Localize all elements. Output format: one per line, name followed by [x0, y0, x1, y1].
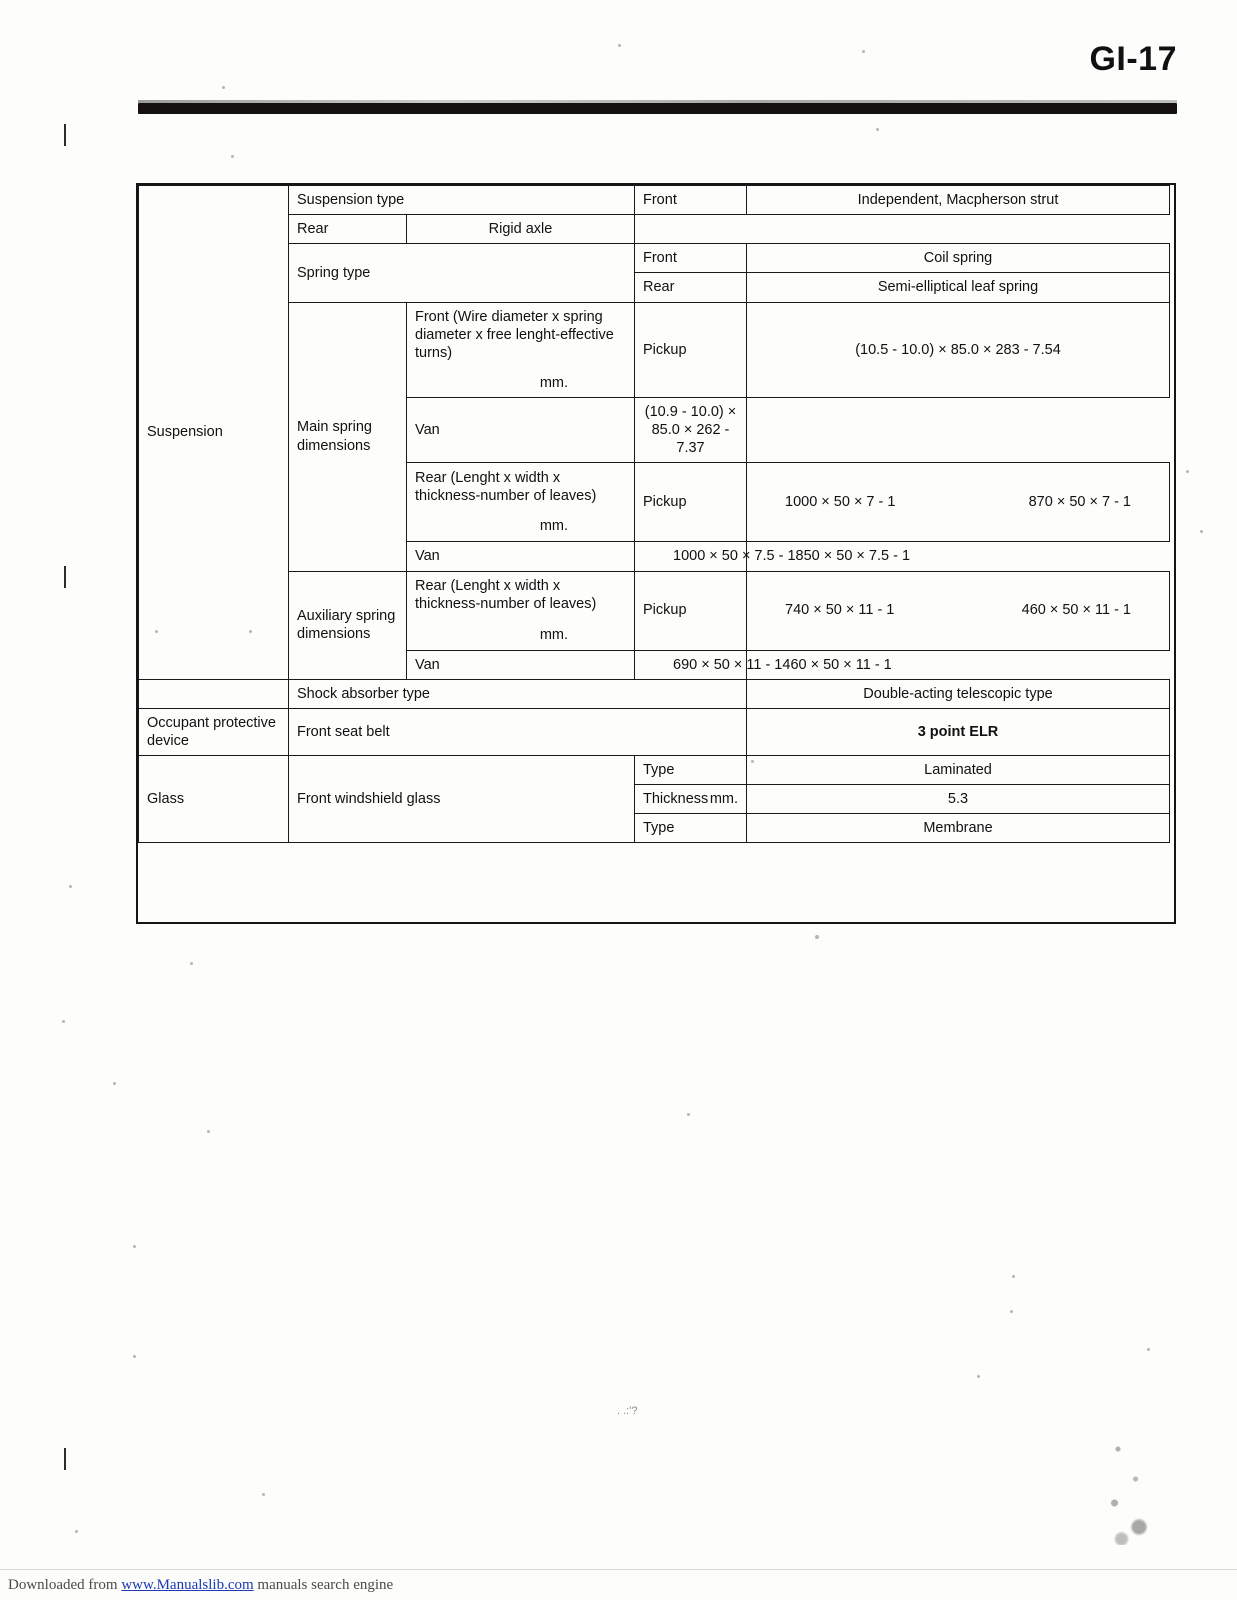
subject-cell: Front seat belt [289, 708, 747, 755]
variant-cell: Front [635, 186, 747, 215]
value-pickup-left: 1000 × 50 × 7 - 1 [785, 494, 896, 511]
value-cell: Independent, Macpherson strut [747, 186, 1170, 215]
manualslib-link[interactable]: www.Manualslib.com [121, 1577, 254, 1593]
group-cell: Auxiliary spring dimensions [289, 571, 407, 679]
variant-cell: Pickup [635, 463, 747, 542]
table-row [139, 708, 1170, 755]
variant-cell: Front [635, 244, 747, 273]
subject-text: Rear (Lenght x width x thickness-number of leaves) [415, 470, 597, 505]
unit-text: mm. [539, 518, 568, 535]
unit-text: mm. [539, 374, 568, 391]
table-row [139, 571, 1170, 650]
footer-suffix: manuals search engine [253, 1577, 394, 1593]
subject-cell: Spring type [289, 244, 635, 302]
variant-cell: Type [635, 756, 747, 785]
value-pickup-right: 460 × 50 × 11 - 1 [1021, 602, 1131, 619]
value-cell: 5.3 [747, 785, 1170, 814]
variant-cell: Van [407, 650, 635, 679]
scan-speck [190, 962, 193, 965]
value-cell: Laminated [747, 756, 1170, 785]
scan-speck [113, 1082, 116, 1085]
table-row [139, 302, 1170, 398]
value-cell [635, 542, 911, 571]
value-cell: Semi-elliptical leaf spring [747, 273, 1170, 302]
scan-speck [62, 1020, 65, 1023]
scan-speck [207, 1130, 210, 1133]
value-cell [747, 571, 1170, 650]
value-cell: (10.9 - 10.0) × 85.0 × 262 - 7.37 [635, 398, 747, 463]
scan-speck [876, 128, 879, 131]
unit-text: mm. [709, 791, 738, 808]
value-pickup-right: 870 × 50 × 7 - 1 [1028, 494, 1131, 511]
unit-text: mm. [539, 626, 568, 643]
subject-cell: Shock absorber type [289, 679, 747, 708]
category-cell: Glass [139, 756, 289, 843]
subject-cell: Front windshield glass [289, 756, 635, 843]
scan-smudge [1097, 1425, 1167, 1545]
page-number: GI-17 [1089, 40, 1177, 78]
value-van-left: 690 × 50 × 11 - 1 [673, 656, 783, 673]
value-pickup-left: 740 × 50 × 11 - 1 [785, 602, 895, 619]
variant-cell: Type [635, 814, 747, 843]
category-cell: Suspension [139, 186, 289, 680]
scan-speck [222, 86, 225, 89]
margin-tick [64, 1448, 66, 1470]
value-cell: Membrane [747, 814, 1170, 843]
subject-text: Front (Wire diameter x spring diameter x free lenght-effective turns) [415, 308, 614, 361]
scan-speck [977, 1375, 980, 1378]
footer-divider [0, 1569, 1237, 1570]
scan-artifact: . .:'? [617, 1405, 638, 1417]
value-cell: Double-acting telescopic type [747, 679, 1170, 708]
table-row [139, 244, 1170, 273]
scan-speck [262, 1493, 265, 1496]
subject-cell [407, 571, 635, 650]
footer-prefix: Downloaded from [8, 1577, 122, 1593]
variant-cell: Van [407, 398, 635, 463]
value-van-right: 850 × 50 × 7.5 - 1 [795, 548, 911, 565]
scan-speck [75, 1530, 78, 1533]
specifications-table [138, 185, 1170, 843]
scan-speck [618, 44, 621, 47]
subject-cell [407, 463, 635, 542]
value-cell: Coil spring [747, 244, 1170, 273]
category-cell: Occupant protective device [139, 708, 289, 755]
variant-cell: Rear [635, 273, 747, 302]
scan-speck [69, 885, 72, 888]
subject-cell: Suspension type [289, 186, 635, 215]
variant-cell: Pickup [635, 302, 747, 398]
variant-cell: Pickup [635, 571, 747, 650]
footer-credit [8, 1577, 393, 1594]
variant-text: Thickness [643, 791, 709, 808]
table-row [139, 679, 1170, 708]
scan-speck [862, 50, 865, 53]
value-van-right: 460 × 50 × 11 - 1 [782, 656, 892, 673]
scan-speck [687, 1113, 690, 1116]
margin-tick [64, 566, 66, 588]
table-row [139, 215, 1170, 244]
scan-speck [231, 155, 234, 158]
scan-speck [133, 1355, 136, 1358]
subject-text: Rear (Lenght x width x thickness-number of leaves) [415, 578, 597, 613]
group-cell: Main spring dimensions [289, 302, 407, 571]
variant-cell: Van [407, 542, 635, 571]
value-cell: 3 point ELR [747, 708, 1170, 755]
table-row [139, 186, 1170, 215]
value-cell: Rigid axle [407, 215, 635, 244]
header-rule [138, 103, 1177, 114]
variant-cell: Rear [289, 215, 407, 244]
table-row [139, 756, 1170, 785]
scan-speck [1012, 1275, 1015, 1278]
value-cell: (10.5 - 10.0) × 85.0 × 283 - 7.54 [747, 302, 1170, 398]
scan-speck [815, 935, 819, 939]
value-van-left: 1000 × 50 × 7.5 - 1 [673, 548, 796, 565]
variant-cell [635, 785, 747, 814]
value-cell [635, 650, 892, 679]
subject-cell [407, 302, 635, 398]
value-cell [747, 463, 1170, 542]
scan-speck [1186, 470, 1189, 473]
category-cell-empty [139, 679, 289, 708]
scan-speck [133, 1245, 136, 1248]
scan-speck [1147, 1348, 1150, 1351]
margin-tick [64, 124, 66, 146]
scan-speck [1200, 530, 1203, 533]
scan-speck [1010, 1310, 1013, 1313]
